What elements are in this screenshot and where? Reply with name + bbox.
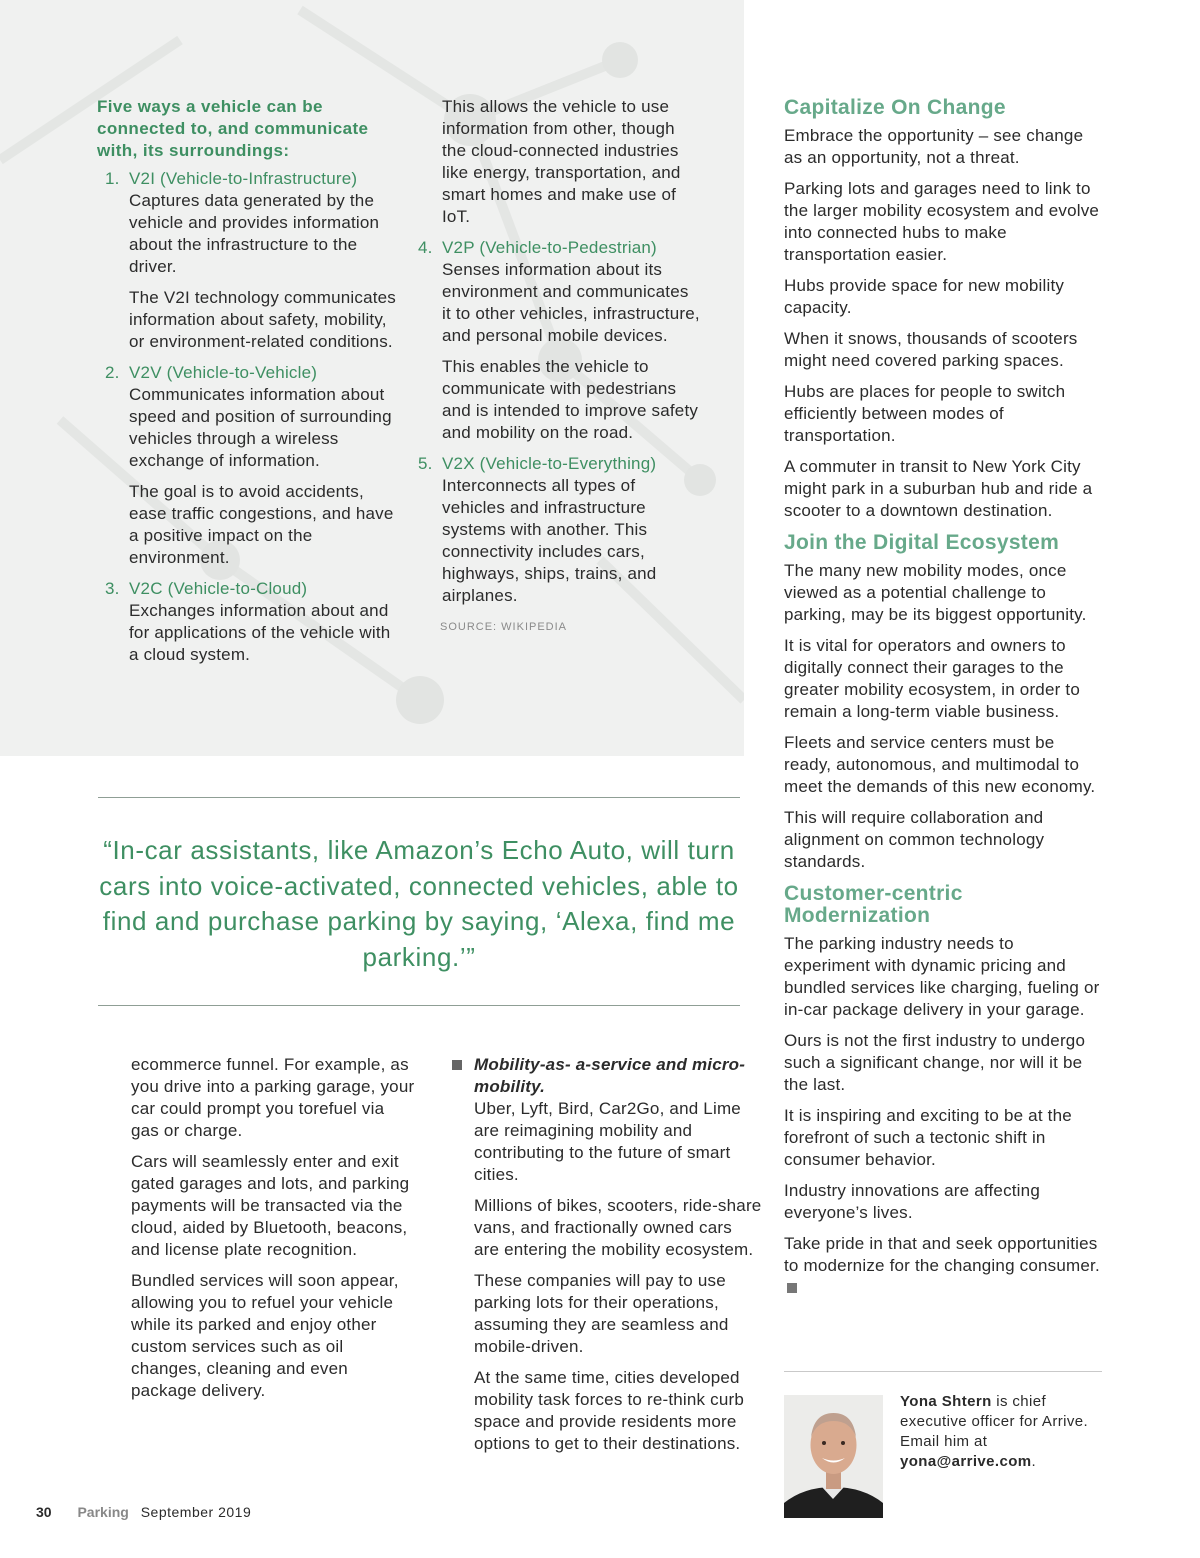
- bullet-item: [452, 1054, 762, 1455]
- list-item: [410, 237, 700, 444]
- author-email-link[interactable]: yona@arrive.com: [900, 1453, 1032, 1470]
- body-column-1: [131, 1054, 416, 1411]
- item-text: Captures data generated by the vehicle and provides information about the infrastructure to the driver.: [129, 191, 380, 276]
- body-paragraph: Cars will seamlessly enter and exit gated garages and lots, and parking payments will be transacted via the cloud, aided by Bluetooth, beacons, and license plate recognition.: [131, 1152, 410, 1259]
- body-paragraph: At the same time, cities developed mobility task forces to re-think curb space and provide residents more options to get to their destinations.: [474, 1368, 745, 1453]
- final-paragraph-text: Take pride in that and seek opportunities to modernize for the changing consumer.: [784, 1234, 1100, 1275]
- body-paragraph: Hubs are places for people to switch efficiently between modes of transportation.: [784, 382, 1066, 445]
- issue-date: September 2019: [140, 1504, 252, 1520]
- author-bio-end: .: [1031, 1453, 1037, 1470]
- square-bullet-icon: [452, 1060, 462, 1070]
- section-heading: Customer-centric Modernization: [784, 882, 963, 927]
- item-text: Senses information about its environment and communicates it to other vehicles, infrastructure, and personal mobile devices.: [442, 260, 700, 345]
- page-footer: [36, 1503, 251, 1521]
- body-paragraph: Parking lots and garages need to link to the larger mobility ecosystem and evolve into connected hubs to make transportation easier.: [784, 179, 1100, 264]
- sidebar-continuation: This allows the vehicle to use information from other, though the cloud-connected industries like energy, transportation, and smart homes and make use of IoT.: [442, 97, 681, 226]
- author-name: Yona Shtern: [900, 1393, 992, 1410]
- body-paragraph: This will require collaboration and alignment on common technology standards.: [784, 808, 1045, 871]
- item-term: V2V (Vehicle-to-Vehicle): [129, 363, 318, 382]
- item-text: Exchanges information about and for applications of the vehicle with a cloud system.: [129, 601, 391, 664]
- body-paragraph: A commuter in transit to New York City might park in a suburban hub and ride a scooter to a downtown destination.: [784, 457, 1093, 520]
- body-paragraph: Bundled services will soon appear, allowing you to refuel your vehicle while its parked and enjoy other custom services such as oil changes, cleaning and even package delivery.: [131, 1271, 399, 1400]
- item-term: V2X (Vehicle-to-Everything): [442, 454, 657, 473]
- magazine-name: Parking: [77, 1504, 129, 1520]
- section-heading: Capitalize On Change: [784, 96, 1006, 119]
- bullet-title: Mobility-as- a-service and micro-mobility.: [474, 1055, 746, 1096]
- body-paragraph: It is inspiring and exciting to be at the forefront of such a tectonic shift in consumer behavior.: [784, 1106, 1072, 1169]
- author-portrait-icon: [784, 1395, 883, 1518]
- body-paragraph: These companies will pay to use parking lots for their operations, assuming they are seamless and mobile-driven.: [474, 1271, 729, 1356]
- ways-list-part2: [410, 237, 700, 607]
- ways-list-part1: [97, 168, 397, 666]
- pull-quote: “In-car assistants, like Amazon’s Echo Auto, will turn cars into voice-activated, connected vehicles, able to find and purchase parking by saying, ‘Alexa, find me parking.’”: [99, 835, 739, 972]
- body-paragraph: Embrace the opportunity – see change as an opportunity, not a threat.: [784, 126, 1084, 167]
- body-paragraph: When it snows, thousands of scooters might need covered parking spaces.: [784, 329, 1078, 370]
- bullet-list: [452, 1054, 762, 1455]
- sidebar-source: SOURCE: WIKIPEDIA: [440, 621, 568, 633]
- quote-top-rule: [98, 797, 740, 798]
- body-paragraph: Ours is not the first industry to undergo such a significant change, nor will it be the last.: [784, 1031, 1086, 1094]
- body-paragraph: Millions of bikes, scooters, ride-share vans, and fractionally owned cars are entering the mobility ecosystem.: [474, 1196, 762, 1259]
- list-item: [97, 168, 397, 353]
- item-text: Communicates information about speed and position of surrounding vehicles through a wireless exchange of information.: [129, 385, 392, 470]
- section-heading: Join the Digital Ecosystem: [784, 531, 1060, 554]
- item-term: V2P (Vehicle-to-Pedestrian): [442, 238, 657, 257]
- sidebar-column-right: [410, 96, 700, 638]
- bullet-text: Uber, Lyft, Bird, Car2Go, and Lime are reimagining mobility and contributing to the future of smart cities.: [474, 1099, 741, 1184]
- quote-bottom-rule: [98, 1005, 740, 1006]
- body-column-2: [452, 1054, 762, 1464]
- sidebar-column-left: [97, 96, 397, 675]
- list-item: [97, 362, 397, 569]
- body-paragraph: The many new mobility modes, once viewed as a potential challenge to parking, may be its biggest opportunity.: [784, 561, 1087, 624]
- body-paragraph: The parking industry needs to experiment with dynamic pricing and bundled services like charging, fueling or in-car package delivery in your garage.: [784, 934, 1100, 1019]
- item-term: V2C (Vehicle-to-Cloud): [129, 579, 308, 598]
- author-photo: [784, 1395, 883, 1518]
- author-bio: [900, 1392, 1100, 1472]
- item-term: V2I (Vehicle-to-Infrastructure): [129, 169, 358, 188]
- end-mark-icon: [787, 1283, 797, 1293]
- item-text: Interconnects all types of vehicles and infrastructure systems with another. This connectivity includes cars, highways, ships, trains, and airplanes.: [442, 476, 657, 605]
- item-number: 3.: [105, 579, 120, 598]
- body-paragraph: It is vital for operators and owners to digitally connect their garages to the greater mobility ecosystem, in order to remain a long-term viable business.: [784, 636, 1080, 721]
- item-number: 1.: [105, 169, 120, 188]
- body-paragraph: Fleets and service centers must be ready, autonomous, and multimodal to meet the demands of this new economy.: [784, 733, 1096, 796]
- right-column: [784, 97, 1104, 1308]
- item-number: 2.: [105, 363, 120, 382]
- item-number: 4.: [418, 238, 433, 257]
- final-paragraph: [784, 1233, 1104, 1299]
- author-bio-text: is chief executive officer for Arrive. Email him at: [900, 1393, 1089, 1450]
- body-paragraph: Industry innovations are affecting everyone’s lives.: [784, 1181, 1040, 1222]
- item-number: 5.: [418, 454, 433, 473]
- body-paragraph: Hubs provide space for new mobility capacity.: [784, 276, 1065, 317]
- sidebar-heading: Five ways a vehicle can be connected to, and communicate with, its surroundings:: [97, 97, 369, 160]
- list-item: [97, 578, 397, 666]
- item-text: The V2I technology communicates information about safety, mobility, or environment-related conditions.: [129, 288, 397, 351]
- list-item: [410, 453, 700, 607]
- body-paragraph: ecommerce funnel. For example, as you drive into a parking garage, your car could prompt you torefuel via gas or charge.: [131, 1055, 415, 1140]
- page-number: 30: [36, 1504, 52, 1520]
- item-text: The goal is to avoid accidents, ease traffic congestions, and have a positive impact on the environment.: [129, 482, 394, 567]
- item-text: This enables the vehicle to communicate with pedestrians and is intended to improve safety and mobility on the road.: [442, 357, 699, 442]
- bio-rule: [784, 1371, 1102, 1372]
